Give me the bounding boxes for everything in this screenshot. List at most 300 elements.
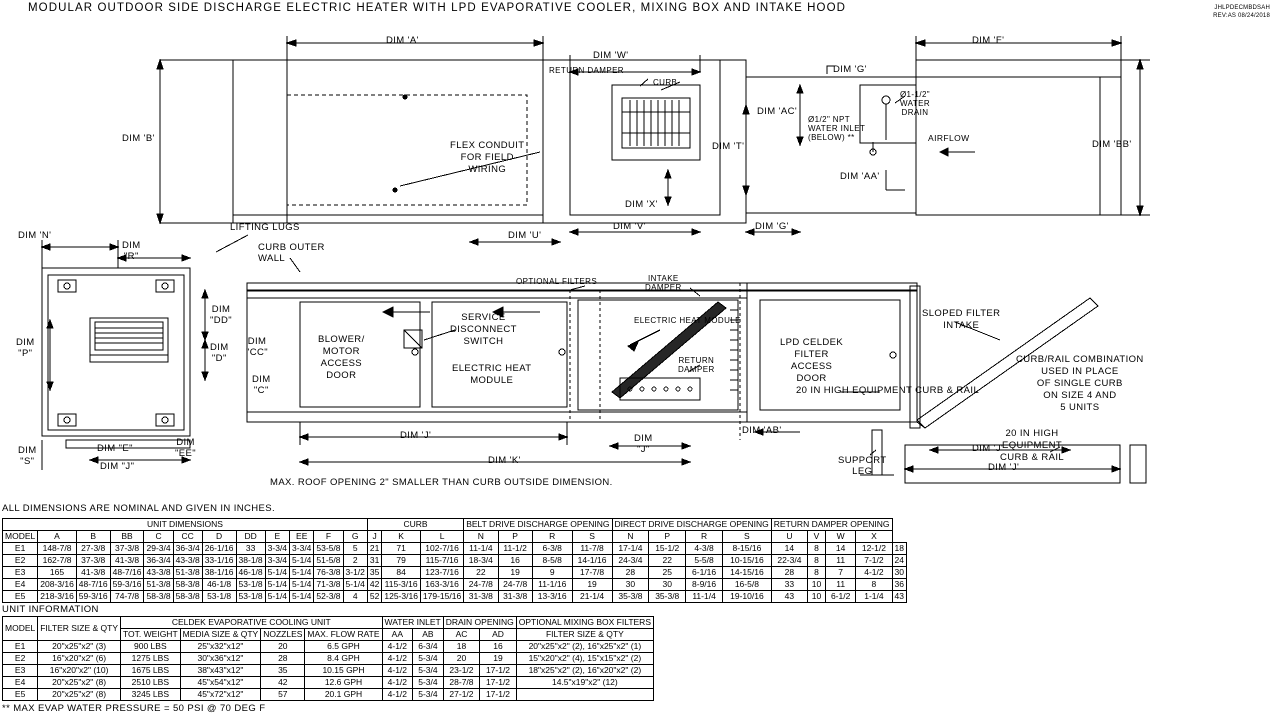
table-cell: E1 <box>3 543 38 555</box>
table-cell: 5-3/4 <box>413 665 444 677</box>
group-return-damper: RETURN DAMPER OPENING <box>771 519 892 531</box>
table-cell: 123-7/16 <box>420 567 463 579</box>
table-cell: 51-5/8 <box>314 555 343 567</box>
col-model-head: MODEL <box>3 617 38 641</box>
table-cell: 11-1/2 <box>498 543 532 555</box>
ud-col-header: P <box>498 531 532 543</box>
table-group-header-row <box>3 519 907 531</box>
callout-dim-a: DIM 'A' <box>386 35 419 46</box>
ud-col-header: V <box>808 531 826 543</box>
callout-dim-c: DIM "C" <box>252 374 271 396</box>
table-cell: 33 <box>771 579 807 591</box>
table-cell: 30 <box>612 579 649 591</box>
table-cell: 37-3/8 <box>110 543 144 555</box>
table-cell: 7 <box>825 567 855 579</box>
table-cell: 38-1/8 <box>236 555 265 567</box>
table-cell: 35-3/8 <box>649 591 686 603</box>
note-unit-information: UNIT INFORMATION <box>2 604 99 615</box>
table-cell: 31-3/8 <box>464 591 498 603</box>
table-cell: 36 <box>892 579 906 591</box>
table-cell: 3245 LBS <box>121 689 181 701</box>
table-cell: 45"x72"x12" <box>180 689 261 701</box>
table-cell: 53-1/8 <box>236 579 265 591</box>
table-cell: 35-3/8 <box>612 591 649 603</box>
ud-col-header: A <box>38 531 77 543</box>
table-cell: 115-3/16 <box>382 579 421 591</box>
table-cell: 11 <box>825 579 855 591</box>
callout-service-disconnect: SERVICE DISCONNECT SWITCH <box>450 312 517 347</box>
drawing-title: MODULAR OUTDOOR SIDE DISCHARGE ELECTRIC HEATER WITH LPD EVAPORATIVE COOLER, MIXING BOX AND INTAKE HOOD <box>28 2 847 14</box>
callout-dim-j-mid: DIM "J" <box>634 433 653 455</box>
table-cell: 59-3/16 <box>76 591 110 603</box>
table-cell: 5-1/4 <box>290 579 314 591</box>
table-cell: 35 <box>261 665 305 677</box>
table-cell: 4-1/2 <box>382 665 413 677</box>
table-cell: 5-1/4 <box>290 555 314 567</box>
table-cell: 84 <box>382 567 421 579</box>
table-cell: 102-7/16 <box>420 543 463 555</box>
table-cell: 148-7/8 <box>38 543 77 555</box>
table-cell: 179-15/16 <box>420 591 463 603</box>
ud-col-header: N <box>464 531 498 543</box>
ud-col-header: EE <box>290 531 314 543</box>
callout-flex-conduit: FLEX CONDUIT FOR FIELD WIRING <box>450 140 525 175</box>
callout-dim-j-right: DIM 'J' <box>972 443 1004 454</box>
callout-dim-ad: DIM 'AB' <box>742 425 782 436</box>
table-cell: 25 <box>649 567 686 579</box>
table-cell: 43 <box>892 591 906 603</box>
table-cell: 5-3/4 <box>413 689 444 701</box>
revision-code: JHLPDECMBDSAH <box>1214 5 1270 11</box>
table-cell: E2 <box>3 653 38 665</box>
ud-col-header: B <box>76 531 110 543</box>
table-cell: 6-1/2 <box>825 591 855 603</box>
table-cell: 4-1/2 <box>382 677 413 689</box>
table-cell: 11-1/4 <box>464 543 498 555</box>
callout-dim-bb: DIM 'BB' <box>1092 139 1132 150</box>
table-cell: 4-1/2 <box>382 641 413 653</box>
table-cell: 41-3/8 <box>110 555 144 567</box>
table-cell: 8-9/16 <box>686 579 723 591</box>
table-cell: 20 <box>261 641 305 653</box>
table-cell: 16 <box>480 641 517 653</box>
table-cell: E1 <box>3 641 38 653</box>
callout-intake-damper: INTAKE DAMPER <box>645 274 682 292</box>
unit-dimensions-table <box>2 518 907 603</box>
callout-dim-j-left: DIM "J" <box>100 461 135 472</box>
table-cell: 18-3/4 <box>464 555 498 567</box>
callout-sloped-filter-intake: SLOPED FILTER INTAKE <box>922 308 1001 331</box>
table-cell: 45"x54"x12" <box>180 677 261 689</box>
table-row <box>3 579 907 591</box>
table-cell: 17-1/2 <box>480 665 517 677</box>
table-cell: 218-3/16 <box>38 591 77 603</box>
table-cell: 5-1/4 <box>265 591 289 603</box>
table-cell: 20"x25"x2" (3) <box>38 641 121 653</box>
table-cell: 74-7/8 <box>110 591 144 603</box>
ud-col-header: G <box>343 531 367 543</box>
table-cell: 28 <box>261 653 305 665</box>
table-row <box>3 641 654 653</box>
table-cell: 43-3/8 <box>173 555 202 567</box>
table-cell: 53-1/8 <box>236 591 265 603</box>
table-cell: 31 <box>367 555 381 567</box>
callout-lifting-lugs: LIFTING LUGS <box>230 222 300 233</box>
callout-airflow-top: AIRFLOW <box>928 133 970 143</box>
table-cell: 43-3/8 <box>144 567 173 579</box>
table-cell: 24-7/8 <box>498 579 532 591</box>
table-group-header-row <box>3 617 654 629</box>
table-cell: 18 <box>443 641 480 653</box>
table-cell: 31-3/8 <box>498 591 532 603</box>
table-cell: 71-3/8 <box>314 579 343 591</box>
table-cell: 19 <box>572 579 612 591</box>
table-cell: 20"x25"x2" (8) <box>38 689 121 701</box>
unit-information-table <box>2 616 654 701</box>
callout-blower-door: BLOWER/ MOTOR ACCESS DOOR <box>318 334 365 381</box>
table-cell: 15"x20"x2" (4), 15"x15"x2" (2) <box>516 653 653 665</box>
callout-dim-t: DIM 'T' <box>712 141 745 152</box>
table-row <box>3 677 654 689</box>
callout-dim-cc: DIM "CC" <box>246 336 269 358</box>
table-cell: 46-1/8 <box>236 567 265 579</box>
callout-dim-k-right: DIM 'J' <box>988 462 1020 473</box>
table-cell: 8 <box>808 555 826 567</box>
ud-col-header: F <box>314 531 343 543</box>
table-cell: 5-3/4 <box>413 653 444 665</box>
table-cell: 2 <box>343 555 367 567</box>
table-cell: 3-3/4 <box>290 543 314 555</box>
table-cell: 14-15/16 <box>722 567 771 579</box>
table-cell: 53-1/8 <box>202 591 236 603</box>
table-cell: 5 <box>343 543 367 555</box>
table-cell: 79 <box>382 555 421 567</box>
callout-water-inlet: Ø1/2" NPT WATER INLET (BELOW) ** <box>808 115 866 142</box>
callout-dim-ac: DIM 'AC' <box>757 106 798 117</box>
table-cell: 8-15/16 <box>722 543 771 555</box>
table-cell: E2 <box>3 555 38 567</box>
table-cell: 30 <box>649 579 686 591</box>
table-row <box>3 689 654 701</box>
table-row <box>3 567 907 579</box>
table-cell: 165 <box>38 567 77 579</box>
table-cell: 20"x25"x2" (8) <box>38 677 121 689</box>
table-cell: 21 <box>367 543 381 555</box>
ud-col-header: K <box>382 531 421 543</box>
group-drain-opening: DRAIN OPENING <box>443 617 516 629</box>
table-cell: 28 <box>612 567 649 579</box>
revision-date: REV:AS 08/24/2018 <box>1213 12 1270 19</box>
col-nozzles: NOZZLES <box>261 629 305 641</box>
callout-dim-dd: DIM "DD" <box>210 304 233 326</box>
callout-dim-u: DIM 'U' <box>508 230 542 241</box>
ud-col-header: C <box>144 531 173 543</box>
col-filter-size-head: FILTER SIZE & QTY <box>38 617 121 641</box>
table-cell: 26-1/16 <box>202 543 236 555</box>
ud-col-header: X <box>856 531 892 543</box>
col-media-size: MEDIA SIZE & QTY <box>180 629 261 641</box>
table-cell: 20"x25"x2" (2), 16"x25"x2" (1) <box>516 641 653 653</box>
table-cell: E4 <box>3 579 38 591</box>
ud-col-header: J <box>367 531 381 543</box>
ud-col-header: S <box>572 531 612 543</box>
table-cell: 36-3/4 <box>144 555 173 567</box>
ud-col-header: MODEL <box>3 531 38 543</box>
note-all-dimensions: ALL DIMENSIONS ARE NOMINAL AND GIVEN IN INCHES. <box>2 503 276 514</box>
table-cell: 8 <box>808 567 826 579</box>
table-cell: 2510 LBS <box>121 677 181 689</box>
table-cell: E4 <box>3 677 38 689</box>
table-cell: 11-1/16 <box>532 579 572 591</box>
table-cell: 4-1/2 <box>856 567 892 579</box>
table-cell: 5-3/4 <box>413 677 444 689</box>
callout-dim-d: DIM "D" <box>210 342 229 364</box>
callout-equipment-curb-rail: 20 IN HIGH EQUIPMENT CURB & RAIL <box>1000 428 1065 463</box>
table-cell: 28 <box>771 567 807 579</box>
table-row <box>3 653 654 665</box>
table-cell: 36-3/4 <box>173 543 202 555</box>
table-cell: 10-15/16 <box>722 555 771 567</box>
table-cell: 163-3/16 <box>420 579 463 591</box>
col-ac: AC <box>443 629 480 641</box>
col-ab: AB <box>413 629 444 641</box>
table-cell: 4 <box>343 591 367 603</box>
table-cell: 43 <box>771 591 807 603</box>
col-max-flow-rate: MAX. FLOW RATE <box>305 629 382 641</box>
callout-dim-r: DIM "R" <box>122 240 141 262</box>
table-cell: 59-3/16 <box>110 579 144 591</box>
group-curb: CURB <box>367 519 463 531</box>
ud-col-header: D <box>202 531 236 543</box>
col-mixing-filter-size: FILTER SIZE & QTY <box>516 629 653 641</box>
table-cell: 3-3/4 <box>265 555 289 567</box>
table-cell: 58-3/8 <box>173 579 202 591</box>
table-cell: 11 <box>825 555 855 567</box>
table-cell: 14 <box>771 543 807 555</box>
callout-water-drain: Ø1-1/2" WATER DRAIN <box>899 90 931 117</box>
table-cell: 38"x43"x12" <box>180 665 261 677</box>
callout-dim-f: DIM 'F' <box>972 35 1005 46</box>
callout-support-leg: SUPPORT LEG <box>838 455 887 477</box>
table-cell: 9 <box>532 567 572 579</box>
ud-col-header: R <box>686 531 723 543</box>
col-aa: AA <box>382 629 413 641</box>
table-cell: 3-1/2 <box>343 567 367 579</box>
table-cell: 8-5/8 <box>532 555 572 567</box>
table-cell: 11-1/4 <box>686 591 723 603</box>
table-cell: 52 <box>367 591 381 603</box>
table-cell: 208-3/16 <box>38 579 77 591</box>
table-cell: 19 <box>498 567 532 579</box>
callout-curb-rail-combination: CURB/RAIL COMBINATION USED IN PLACE OF SINGLE CURB ON SIZE 4 AND 5 UNITS <box>1016 354 1144 413</box>
table-cell: 11-7/8 <box>572 543 612 555</box>
table-cell: 7-1/2 <box>856 555 892 567</box>
table-cell: 5-1/4 <box>265 579 289 591</box>
callout-electric-heat-module: ELECTRIC HEAT MODULE <box>452 363 532 386</box>
table-cell: 53-5/8 <box>314 543 343 555</box>
col-tot-weight: TOT. WEIGHT <box>121 629 181 641</box>
table-cell: 5-5/8 <box>686 555 723 567</box>
table-cell: 18"x25"x2" (2), 16"x20"x2" (2) <box>516 665 653 677</box>
col-ad: AD <box>480 629 517 641</box>
table-cell: 900 LBS <box>121 641 181 653</box>
group-water-inlet: WATER INLET <box>382 617 443 629</box>
callout-dim-g-top: DIM 'G' <box>833 64 867 75</box>
table-cell: 115-7/16 <box>420 555 463 567</box>
table-cell: 16"x20"x2" (10) <box>38 665 121 677</box>
table-cell: 41-3/8 <box>76 567 110 579</box>
callout-return-damper-top: RETURN DAMPER <box>549 66 624 75</box>
table-cell: 42 <box>367 579 381 591</box>
callout-optional-filters: OPTIONAL FILTERS <box>516 277 598 286</box>
table-cell: 4-1/2 <box>382 689 413 701</box>
callout-airflow-front: ELECTRIC HEAT MODULE <box>634 316 741 325</box>
table-cell: 23-1/2 <box>443 665 480 677</box>
table-cell: 17-1/2 <box>480 689 517 701</box>
table-cell: 5-1/4 <box>290 591 314 603</box>
callout-return-damper-front: RETURN DAMPER <box>678 356 715 374</box>
table-cell: 19-10/16 <box>722 591 771 603</box>
table-cell: 17-1/2 <box>480 677 517 689</box>
table-cell: 42 <box>261 677 305 689</box>
table-cell: 5-1/4 <box>343 579 367 591</box>
table-cell: 27-1/2 <box>443 689 480 701</box>
table-cell: 6-3/8 <box>532 543 572 555</box>
table-cell: 24-7/8 <box>464 579 498 591</box>
table-cell: 125-3/16 <box>382 591 421 603</box>
callout-dim-aa: DIM 'AA' <box>840 171 880 182</box>
note-water-pressure: ** MAX EVAP WATER PRESSURE = 50 PSI @ 70 DEG F <box>2 703 266 714</box>
ud-col-header: E <box>265 531 289 543</box>
ud-col-header: P <box>649 531 686 543</box>
group-mixing-box-filters: OPTIONAL MIXING BOX FILTERS <box>516 617 653 629</box>
table-cell: 51-3/8 <box>173 567 202 579</box>
group-celdek: CELDEK EVAPORATIVE COOLING UNIT <box>121 617 383 629</box>
table-cell: 46-1/8 <box>202 579 236 591</box>
table-cell: 71 <box>382 543 421 555</box>
group-direct-drive: DIRECT DRIVE DISCHARGE OPENING <box>612 519 771 531</box>
table-cell: 52-3/8 <box>314 591 343 603</box>
table-cell: 6-3/4 <box>413 641 444 653</box>
table-cell: 16 <box>498 555 532 567</box>
table-cell: 58-3/8 <box>144 591 173 603</box>
callout-dim-p: DIM "P" <box>16 337 35 359</box>
table-column-header-row <box>3 531 907 543</box>
table-row <box>3 543 907 555</box>
ud-col-header: S <box>722 531 771 543</box>
table-cell: 16-5/8 <box>722 579 771 591</box>
table-cell: 15-1/2 <box>649 543 686 555</box>
callout-dim-e: DIM "E" <box>97 443 133 454</box>
table-cell: 8 <box>808 543 826 555</box>
table-cell: 27-3/8 <box>76 543 110 555</box>
ud-col-header: DD <box>236 531 265 543</box>
callout-dim-l: DIM 'K' <box>488 455 521 466</box>
table-cell: 6.5 GPH <box>305 641 382 653</box>
table-cell: 14.5"x19"x2" (12) <box>516 677 653 689</box>
table-cell: 4-1/2 <box>382 653 413 665</box>
callout-dim-n: DIM 'N' <box>18 230 52 241</box>
table-cell: 58-3/8 <box>173 591 202 603</box>
table-row <box>3 555 907 567</box>
table-cell: 13-3/16 <box>532 591 572 603</box>
table-cell: 38-1/16 <box>202 567 236 579</box>
callout-lpd-access-door: LPD CELDEK FILTER ACCESS DOOR <box>780 337 844 384</box>
table-cell: 3-3/4 <box>265 543 289 555</box>
table-cell: 28-7/8 <box>443 677 480 689</box>
table-cell: 10 <box>808 591 826 603</box>
callout-dim-x: DIM 'X' <box>625 199 658 210</box>
table-cell: 10 <box>808 579 826 591</box>
table-cell <box>516 689 653 701</box>
ud-col-header: L <box>420 531 463 543</box>
table-cell: 17-1/4 <box>612 543 649 555</box>
ud-col-header: BB <box>110 531 144 543</box>
callout-dim-ee: DIM "EE" <box>175 437 197 459</box>
table-cell: 33 <box>236 543 265 555</box>
callout-dim-v: DIM 'V' <box>613 221 646 232</box>
table-cell: E5 <box>3 591 38 603</box>
table-cell: 14 <box>825 543 855 555</box>
table-cell: 10.15 GPH <box>305 665 382 677</box>
table-cell: 22 <box>649 555 686 567</box>
group-unit-dimensions: UNIT DIMENSIONS <box>3 519 368 531</box>
table-cell: 16"x20"x2" (6) <box>38 653 121 665</box>
ud-col-header: R <box>532 531 572 543</box>
table-cell: 17-7/8 <box>572 567 612 579</box>
table-cell: 20 <box>443 653 480 665</box>
table-cell: 162-7/8 <box>38 555 77 567</box>
group-belt-drive: BELT DRIVE DISCHARGE OPENING <box>464 519 612 531</box>
table-cell: 19 <box>480 653 517 665</box>
table-row <box>3 665 654 677</box>
table-cell: 4-3/8 <box>686 543 723 555</box>
table-cell: 22 <box>464 567 498 579</box>
table-cell: 30 <box>892 567 906 579</box>
callout-dim-ab: 20 IN HIGH EQUIPMENT CURB & RAIL <box>796 385 980 396</box>
table-cell: 48-7/16 <box>76 579 110 591</box>
callout-dim-k-front: DIM 'J' <box>400 430 432 441</box>
table-cell: 48-7/16 <box>110 567 144 579</box>
table-cell: 14-1/16 <box>572 555 612 567</box>
table-cell: 24 <box>892 555 906 567</box>
table-cell: 8.4 GPH <box>305 653 382 665</box>
table-cell: 8 <box>856 579 892 591</box>
table-cell: 25"x32"x12" <box>180 641 261 653</box>
note-roof-opening: MAX. ROOF OPENING 2" SMALLER THAN CURB OUTSIDE DIMENSION. <box>270 477 613 488</box>
table-cell: 18 <box>892 543 906 555</box>
ud-col-header: CC <box>173 531 202 543</box>
table-cell: E3 <box>3 665 38 677</box>
table-cell: 1275 LBS <box>121 653 181 665</box>
callout-dim-b: DIM 'B' <box>122 133 155 144</box>
callout-dim-s: DIM "S" <box>18 445 37 467</box>
table-cell: 57 <box>261 689 305 701</box>
ud-col-header: N <box>612 531 649 543</box>
ud-col-header: W <box>825 531 855 543</box>
table-cell: 5-1/4 <box>290 567 314 579</box>
table-cell: 1675 LBS <box>121 665 181 677</box>
table-cell: 35 <box>367 567 381 579</box>
callout-curb: CURB <box>653 78 678 87</box>
table-cell: 6-1/16 <box>686 567 723 579</box>
callout-dim-w: DIM 'W' <box>593 50 629 61</box>
table-cell: E3 <box>3 567 38 579</box>
table-cell: 76-3/8 <box>314 567 343 579</box>
table-cell: 20.1 GPH <box>305 689 382 701</box>
callout-curb-outer-wall: CURB OUTER WALL <box>258 242 325 264</box>
table-cell: 51-3/8 <box>144 579 173 591</box>
